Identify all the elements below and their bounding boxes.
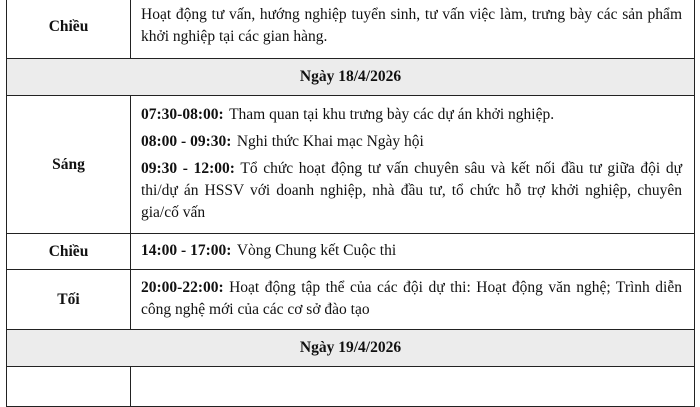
activity-text: Hoạt động tập thể của các đội dự thi: Hoạt động văn nghệ; Trình diễn công nghệ mới của các cơ sở đào tạo [141,278,682,318]
activity-cell [131,0,695,59]
activity-time: 08:00 - 09:30: [141,132,232,150]
schedule-row [7,0,695,59]
schedule-row [7,96,695,234]
activity-cell [131,270,695,330]
session-cell: Tối [7,270,131,330]
schedule-row [7,234,695,270]
activity-item [141,277,682,321]
day-header: Ngày 19/4/2026 [7,330,695,367]
session-cell [7,367,131,407]
activity-cell [131,367,695,407]
session-cell: Sáng [7,96,131,234]
activity-item [141,240,682,262]
schedule-row [7,270,695,330]
activity-text: Tham quan tại khu trưng bày các dự án khởi nghiệp. [229,105,555,123]
activity-text: Tổ chức hoạt động tư vấn chuyên sâu và kết nối đầu tư giữa đội dự thi/dự án HSSV với doanh nghiệp, nhà đầu tư, tổ chức hỗ trợ khởi nghiệp, chuyên gia/cố vấn [141,159,683,221]
activity-text: Hoạt động tư vấn, hướng nghiệp tuyển sinh, tư vấn việc làm, trưng bày các sản phẩm khởi nghiệp tại các gian hàng. [141,5,682,45]
activity-cell [131,96,695,234]
activity-text: Nghi thức Khai mạc Ngày hội [236,132,424,150]
activity-time: 14:00 - 17:00: [141,241,232,259]
activity-item [141,104,682,126]
day-header-row [7,330,695,367]
activity-item [141,158,682,224]
activity-time: 20:00-22:00: [141,278,224,296]
activity-text: Vòng Chung kết Cuộc thi [236,241,397,259]
activity-item [141,131,682,153]
activity-cell [131,234,695,270]
session-cell: Chiều [7,0,131,59]
session-cell: Chiều [7,234,131,270]
activity-time: 07:30-08:00: [141,105,224,123]
activity-time: 09:30 - 12:00: [141,159,235,177]
schedule-table [6,0,695,407]
schedule-row [7,367,695,407]
day-header: Ngày 18/4/2026 [7,59,695,96]
day-header-row [7,59,695,96]
